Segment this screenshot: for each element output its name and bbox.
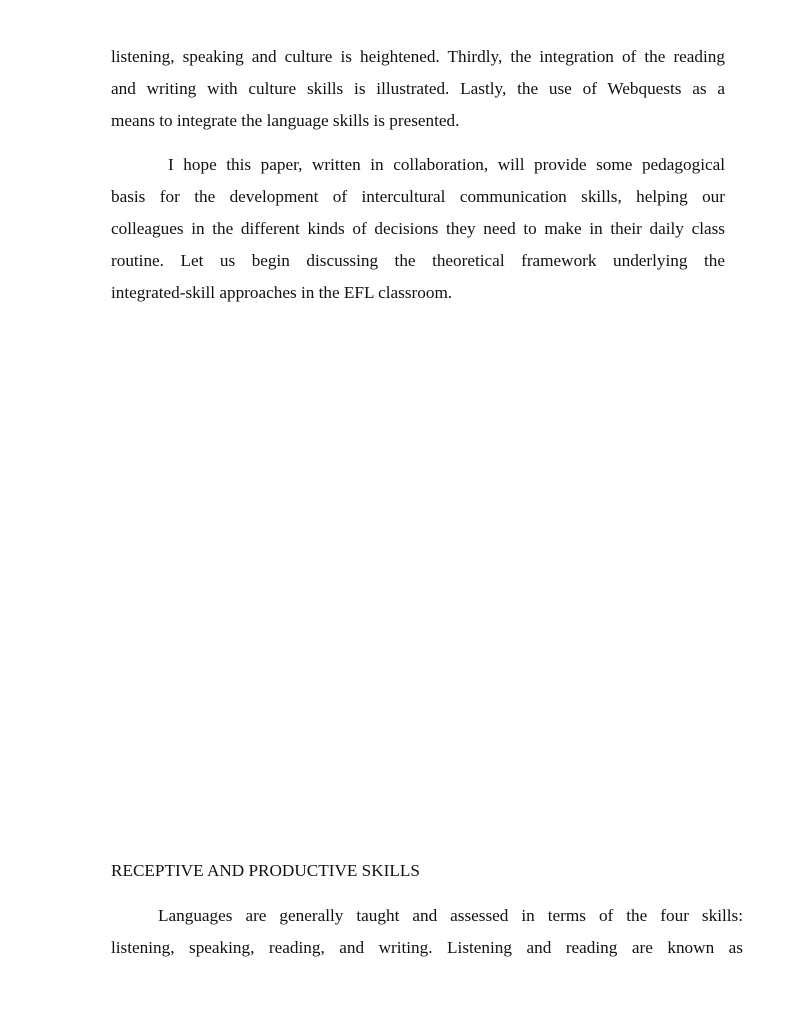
intro-paragraph [111, 41, 725, 137]
paragraph-line: routine. Let us begin discussing the theoretical framework underlying the [111, 251, 725, 270]
section-paragraph [111, 900, 743, 964]
paragraph-line: I hope this paper, written in collaboration, will provide some pedagogical [168, 155, 725, 174]
paragraph-line: integrated-skill approaches in the EFL classroom. [111, 283, 453, 302]
paragraph-line: listening, speaking, reading, and writing. Listening and reading are known as [111, 938, 743, 957]
hope-paragraph [111, 149, 725, 309]
paragraph-line: Languages are generally taught and assessed in terms of the four skills: [158, 906, 743, 925]
section-heading: RECEPTIVE AND PRODUCTIVE SKILLS [111, 861, 420, 880]
paragraph-line: means to integrate the language skills is presented. [111, 111, 460, 130]
paragraph-line: colleagues in the different kinds of decisions they need to make in their daily class [111, 219, 725, 238]
paragraph-line: listening, speaking and culture is heightened. Thirdly, the integration of the reading [111, 47, 725, 66]
paragraph-line: and writing with culture skills is illustrated. Lastly, the use of Webquests as a [111, 79, 725, 98]
paragraph-line: basis for the development of intercultural communication skills, helping our [111, 187, 725, 206]
